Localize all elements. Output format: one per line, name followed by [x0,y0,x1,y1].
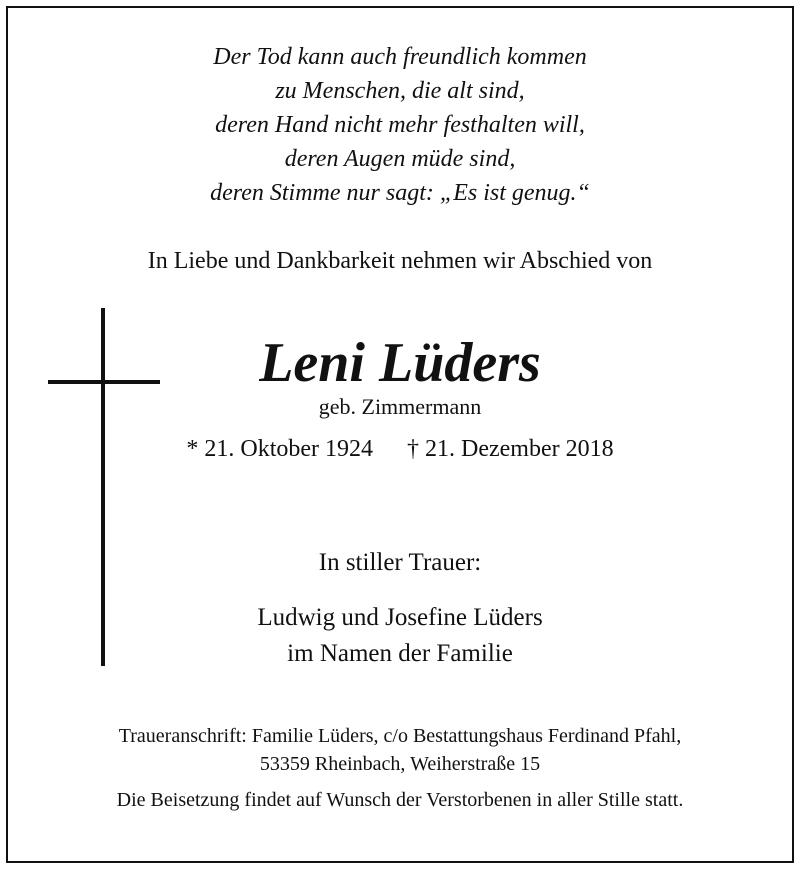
maiden-name: geb. Zimmermann [318,394,482,419]
mourners-family: im Namen der Familie [287,640,513,667]
mourners-title: In stiller Trauer: [318,549,482,576]
life-dates [0,433,800,465]
poem-line: Der Tod kann auch freundlich kommen [213,44,587,70]
deceased-name: Leni Lüders [259,332,541,394]
poem-line: zu Menschen, die alt sind, [275,78,525,104]
mourners-names: Ludwig und Josefine Lüders [257,604,543,631]
mourners [0,600,800,672]
poem [0,40,800,210]
birth-date: * 21. Oktober 1924 [186,436,374,462]
poem-line: deren Stimme nur sagt: „Es ist genug.“ [210,180,590,206]
intro-text: In Liebe und Dankbarkeit nehmen wir Abschied von [147,248,653,274]
poem-line: deren Augen müde sind, [284,146,516,172]
mourning-address [0,722,800,778]
death-date: † 21. Dezember 2018 [407,436,614,462]
burial-note: Die Beisetzung findet auf Wunsch der Verstorbenen in aller Stille statt. [116,789,684,811]
address-line: Traueranschrift: Familie Lüders, c/o Bestattungshaus Ferdinand Pfahl, [118,725,682,747]
address-line: 53359 Rheinbach, Weiherstraße 15 [259,753,541,775]
poem-line: deren Hand nicht mehr festhalten will, [215,112,585,138]
